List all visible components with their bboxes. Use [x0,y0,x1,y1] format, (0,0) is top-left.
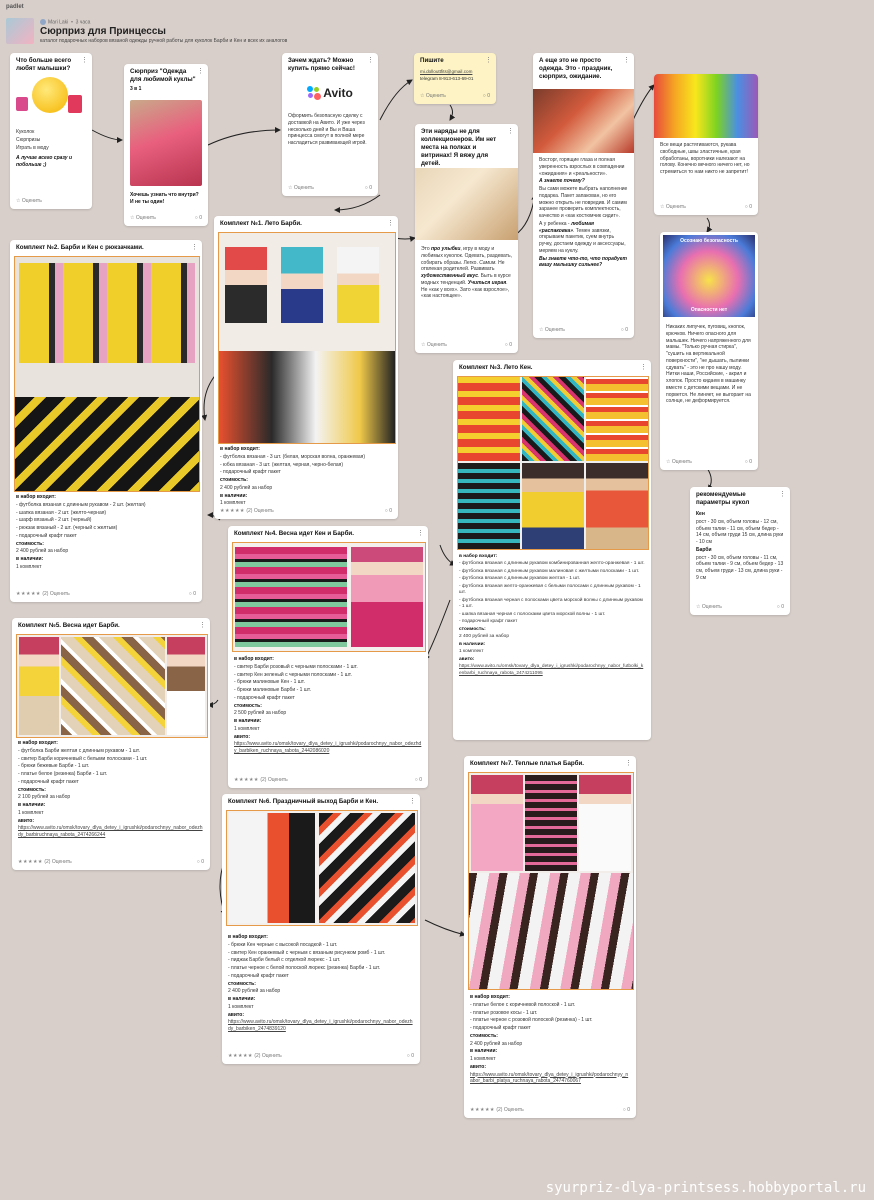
card-for-children[interactable] [415,124,518,353]
card-menu-icon[interactable]: ⋮ [409,798,416,805]
rate-label: Оценить [21,198,42,204]
painted-hands-photo [654,74,758,138]
rate-button[interactable]: ☆ Оценить [696,604,722,610]
rate-button[interactable]: ☆ Оценить [666,459,692,465]
set-photo[interactable] [218,232,396,444]
avito-label: авито: [234,733,251,740]
rate-button[interactable]: ☆ Оценить [420,93,446,99]
card-title: Комплект №1. Лето Барби. [220,220,302,227]
comment-count[interactable]: ○ 0 [188,591,196,597]
page-title: Сюрприз для Принцессы [40,26,166,37]
post-time: 3 часа [75,19,91,26]
list-item: - брюки Кен черные с высокой посадкой - 1 шт. [228,941,338,948]
comment-count[interactable]: ○ 0 [620,327,628,333]
avito-label: авито: [470,1063,487,1070]
avito-link[interactable]: https://www.avito.ru/omsk/tovary_dlya_detey_i_igrushki/podarochnyy_nabor_odezhdy_barbiken_2474839120 [228,1019,413,1032]
card-set-1[interactable] [214,216,398,519]
comment-number: 0 [749,204,752,210]
list-item: - брюки бежевые Барби - 1 шт. [18,763,90,770]
rate-label: Оценить [49,591,70,597]
avito-label: авито: [459,656,475,662]
set-photo[interactable] [468,772,634,990]
phone-text: telegram 8-913-613-69-01 [420,76,474,82]
paragraph: Восторг, горящие глаза и полная уверенность взрослых в совпадении «ожидания» и «реальности». [539,157,625,177]
card-text: Оформить безопасную сделку с доставкой на Авито. И уже через несколько дней и Вы и Ваша принцесса смогут в полной мере насладиться развивающей игрой. [288,113,367,147]
dolls-photo [229,813,315,923]
card-menu-icon[interactable]: ⋮ [191,244,198,251]
rating-stars[interactable]: ★★★★★ (2) Оценить [220,508,274,514]
comment-number: 0 [625,327,628,333]
card-menu-icon[interactable]: ⋮ [623,57,630,64]
avito-link[interactable]: https://www.avito.ru/omsk/tovary_dlya_detey_i_igrushki/podarochnyy_nabor_odezhdy_barbiruchnaya_rabota_2474266244 [18,825,203,838]
comment-number: 0 [627,1107,630,1113]
comment-count[interactable]: ○ 0 [414,777,422,783]
doll-params: рост - 30 см, объем головы - 11 см, объем талии - 9 см, объем бедер - 13 см, объем груди - 13 см, длина руки - 9 см [696,554,784,581]
text-emphasis: про улыбки [431,246,461,252]
list-item: - футболка вязаная с длинным рукавом - 2 шт. (желтая) [16,501,146,508]
card-set-6[interactable] [222,794,420,1064]
text-emphasis: Учиться играя [467,279,507,286]
price-value: 2 400 рублей за набор [459,634,510,640]
card-menu-icon[interactable]: ⋮ [387,220,394,227]
rate-button[interactable]: ☆ Оценить [660,204,686,210]
paragraph-emphasis: А знаете почему? [539,178,585,185]
list-item: - платье черное с розовой полоской (резинка) - 1 шт. [470,1017,593,1024]
text-fragment: . Не «как у всех». Зато «как взрослое», «как настоящее». [421,279,510,300]
list-item: - футболка вязаная с длинным рукавом малиновая с желтыми полосками - 1 шт. [459,568,640,574]
reviews-count: (2) [254,1053,261,1059]
card-text: Никаких липучек, пуговиц, кнопок, крючков. Ничего опасного для малышек. Ничего напряженного для мамы. "Только ручная стирка", "сушить на вертикальной поверхности", "не дышать, пылинки сдувать" - это не про нашу моду. Нитки наши, Российские, - акрил и хлопок. Просто кидаем в машинку вместе с детскими вещами. И не порвется. Не линяет, не выгорает на солнце, не деформируется. [666,324,751,405]
price-label: стоимость: [470,1032,498,1039]
list-item: Сюрпризы [16,136,41,143]
set-photo[interactable] [14,256,200,492]
list-item: Играть в моду [16,144,49,151]
avito-link[interactable]: https://www.avito.ru/omsk/tovary_dlya_detey_i_igrushki/podarochnyy_nabor_futbolki_kenbarbi_ruchnaya_rabota_2474211095 [459,664,644,676]
doll-photo [579,775,631,871]
list-item: - подарочный крафт пакет [228,972,289,979]
reviews-count: (2) [44,859,51,865]
clothes-photo [61,637,165,735]
rate-button[interactable]: ☆ Оценить [130,215,156,221]
set-contents-label: в набор входит: [18,740,58,746]
comment-count[interactable]: ○ 0 [384,508,392,514]
rate-label: Оценить [261,1053,282,1059]
card-avito-buy[interactable] [282,53,378,196]
rate-button[interactable]: ☆ Оценить [16,198,42,204]
price-label: стоимость: [16,540,44,547]
clothes-photo [219,351,395,443]
girl-with-doll-photo [415,168,518,240]
author-avatar[interactable] [40,19,46,25]
availability-label: в наличии: [16,556,44,562]
card-surprise-gift[interactable] [124,64,208,226]
rate-label: Оценить [51,859,72,865]
paragraph: Вы сами можете выбрать наполнение подарка. Пакет запакован, но его можно открыть не повредив. И самим заранее проверить комплектность, качество и «как костюмчик сидит». [539,186,628,219]
card-title: А еще это не просто одежда. Это - праздник, сюрприз, ожидание. [539,57,613,81]
set-contents-label: в набор входит: [234,656,274,662]
avito-wordmark: Avito [323,86,353,101]
comment-count[interactable]: ○ 0 [744,459,752,465]
avito-link[interactable]: https://www.avito.ru/omsk/tovary_dlya_detey_i_igrushki/podarochnyy_nabor_barbi_platya_ruchnaya_rabota_2474760067 [470,1071,629,1085]
rate-button[interactable]: ☆ Оценить [288,185,314,191]
list-item: - футболка вязаная с длинным рукавом комбинированная желто-оранжевая - 1 шт. [459,561,645,567]
set-contents-label: в набор входит: [459,554,498,559]
comment-number: 0 [781,604,784,610]
price-value: 2 400 рублей за набор [470,1040,523,1047]
list-item: - брюки малиновые Кен - 1 шт. [234,679,305,686]
card-menu-icon[interactable]: ⋮ [485,57,492,64]
rating-stars[interactable]: ★★★★★ (2) Оценить [470,1107,524,1113]
ken-doll-photo [522,463,584,549]
sweaters-photo [522,377,584,461]
rate-label: Оценить [293,185,314,191]
price-label: стоимость: [18,786,46,793]
avito-label: авито: [228,1011,245,1018]
card-subtitle: 3 в 1 [130,86,142,93]
comment-count[interactable]: ○ 0 [406,1053,414,1059]
clothes-photo [15,397,199,491]
card-title: Комплект №3. Лето Кен. [459,364,533,371]
card-title: Комплект №5. Весна идет Барби. [18,622,120,629]
gift-bag-icon [68,95,82,113]
list-item: - футболка Барби желтая с длинным рукавом - 1 шт. [18,747,141,754]
reviews-count: (2) [496,1107,503,1113]
doll-photo [337,247,379,323]
smiley-face-icon [32,77,68,113]
comment-number: 0 [389,508,392,514]
card-safety[interactable] [660,232,758,470]
card-menu-icon[interactable]: ⋮ [81,57,88,64]
comment-count[interactable]: ○ 0 [482,93,490,99]
set-photo[interactable] [232,542,426,652]
card-menu-icon[interactable]: ⋮ [779,491,786,498]
card-doll-parameters[interactable] [690,487,790,615]
card-title: рекомендуемые параметры кукол [696,491,750,507]
comment-number: 0 [411,1053,414,1059]
author-name[interactable]: Mari Laki [48,19,69,26]
reviews-count: (2) [260,777,267,783]
rate-label: Оценить [135,215,156,221]
clothes-photo [235,547,347,647]
text-fragment: . Темен завязки, открываем пакетик, суем внутрь ручку, достаем одежду и аксессуары, меряем на куклу. [539,227,626,254]
text-fragment: Не отвлекая родителей. Развивать [421,259,505,273]
list-item: - подарочный крафт пакет [16,532,77,539]
card-title: Что больше всего любят малышки? [16,57,72,73]
list-item: - футболка вязаная с длинным рукавом желтая - 1 шт. [459,576,581,582]
list-item: - рюкзак вязаный - 2 шт. (черный с желтым) [16,525,118,531]
card-title: Комплект №4. Весна идет Кен и Барби. [234,530,354,537]
avito-dots-icon [307,86,321,100]
list-item: - футболка вязаная черная с полосками цвета морской волны с длинным рукавом - 1 шт. [459,597,643,610]
availability-label: в наличии: [220,492,248,499]
sweater-photo [586,377,648,461]
comment-number: 0 [193,591,196,597]
rate-label: Оценить [426,342,447,348]
padlet-logo[interactable]: padlet [6,4,24,10]
card-title: Комплект №7. Теплые платья Барби. [470,760,585,767]
availability-value: 1 комплект [16,563,42,570]
rate-button[interactable]: ☆ Оценить [421,342,447,348]
availability-value: 1 комплект [228,1003,254,1010]
card-menu-icon[interactable]: ⋮ [197,68,204,75]
list-item: - подарочный крафт пакет [459,619,518,625]
rating-stars[interactable]: ★★★★★ (2) Оценить [234,777,288,783]
card-menu-icon[interactable]: ⋮ [507,128,514,135]
set-contents-label: в набор входит: [470,994,510,1000]
doll-params: рост - 30 см, объем головы - 12 см, объем талии - 11 см, объем бедер - 14 см, объем груди 15 см, длина руки - 10 см [696,518,784,546]
availability-label: в наличии: [234,718,262,724]
board-header [6,18,866,46]
reviews-count: (2) [246,508,253,514]
reviews-count: (2) [42,591,49,597]
comment-count[interactable]: ○ 0 [364,185,372,191]
price-label: стоимость: [220,477,248,483]
smiley-image [10,75,92,127]
ken-doll-photo [586,463,648,549]
list-item: - подарочный крафт пакет [220,469,281,476]
doll-photo [225,247,267,323]
comment-count[interactable]: ○ 0 [194,215,202,221]
card-set-5[interactable] [12,618,210,870]
rating-stars[interactable]: ★★★★★ (2) Оценить [16,591,70,597]
list-item: - шапка вязаная - 2 шт. (желто-черная) [16,509,107,516]
availability-label: в наличии: [228,996,256,1002]
comment-number: 0 [487,93,490,99]
dresses-photo [469,873,633,989]
list-item: - шапка вязаная черная с полосками цвета морской волны - 1 шт. [459,611,606,617]
text-emphasis: Самим. [479,259,497,266]
sweater-photo [458,377,520,461]
meme-caption-bottom: Опасности нет [690,307,728,314]
safety-meme-image [663,235,755,317]
set-photo[interactable] [226,810,418,926]
comment-count[interactable]: ○ 0 [622,1107,630,1113]
availability-value: 1 комплект [220,500,246,507]
rating-stars[interactable]: ★★★★★ (2) Оценить [228,1053,282,1059]
list-item: - подарочный крафт пакет [470,1025,531,1031]
text-fragment: , игру в моду и любимых куколок. Одевать, раздевать, собирать образы. Легко. [421,246,512,266]
card-emphasis: А лучше всего сразу и побольше ;) [16,155,73,169]
price-label: стоимость: [234,702,262,709]
avito-logo [282,75,378,111]
availability-value: 1 комплект [459,649,484,655]
rate-label: Оценить [665,204,686,210]
list-item: - подарочный крафт пакет [234,694,295,701]
email-link[interactable]: mi.dollouttfits@gmail.com [420,69,473,75]
list-item: - футболка вязаная желто-оранжевая с белыми полосами с длинным рукавом - 1 шт. [459,583,641,596]
list-item: - свитер Барби коричневый с белыми полосками - 1 шт. [18,755,148,762]
set-photo[interactable] [457,376,649,550]
text-fragment: Это [421,246,430,252]
text-fragment: . Быть в курсе модных тенденций. [421,273,511,286]
meme-caption-top: Осознаю безопасность [680,238,738,244]
card-title: Зачем ждать? Можно купить прямо сейчас! [288,57,355,73]
card-menu-icon[interactable]: ⋮ [640,364,647,371]
text-emphasis: художественный вкус [421,273,478,279]
price-value: 2 400 рублей за набор [228,988,281,995]
list-item: - платье белое (резинка) Барби - 1 шт. [18,771,108,777]
rate-label: Оценить [701,604,722,610]
list-item: - пиджак Барби белый с отделкой люрекс - 1 шт. [228,957,341,964]
doll-photo [167,637,205,735]
card-title: Комплект №6. Праздничный выход Барби и Кен. [228,798,379,805]
doll-photo [471,775,523,871]
card-text: Все вещи растягиваются, рукава свободные, швы эластичные, края обработаны, воротники налезают на голову. Конечно вечного ничего нет, но стремиться то нам никто не запретит! [660,142,750,175]
doll-photo [525,775,577,871]
set-contents-label: в набор входит: [220,446,260,452]
card-what-girls-love[interactable] [10,53,92,209]
doll-photo [281,247,323,323]
paragraph-emphasis: Вы знаете что-то, что порадует вашу малышку сильнее? [539,255,627,269]
price-value: 2 400 рублей за набор [220,484,273,491]
list-item: - платье розовое косы - 1 шт. [470,1009,538,1016]
price-label: стоимость: [228,980,256,987]
board-description: каталог подарочных наборов вязаной одежды ручной работы для куколок Барби и Кен и всех их аналогов [40,38,288,44]
price-label: стоимость: [459,626,486,632]
price-value: 2 500 рублей за набор [234,710,287,717]
list-item: Куколок [16,129,35,136]
rate-label: Оценить [503,1107,524,1113]
card-title: Сюрприз "Одежда для любимой куклы" [130,68,196,84]
card-holiday-surprise[interactable] [533,53,634,338]
list-item: - свитер Барби розовый с черными полосками - 1 шт. [234,663,358,670]
list-item: - брюки малиновые Барби - 1 шт. [234,687,311,693]
text-fragment: А у ребенка - [539,220,570,227]
board-meta: Mari Laki • 3 часа [40,19,90,25]
ken-doll-photo [458,463,520,549]
comment-number: 0 [201,859,204,865]
availability-value: 1 комплект [470,1056,496,1062]
list-item: - свитер Кен зеленый с черными полосками - 1 шт. [234,671,352,678]
comment-number: 0 [509,342,512,348]
card-set-4[interactable] [228,526,428,788]
avito-link[interactable]: https://www.avito.ru/omsk/tovary_dlya_detey_i_igrushki/podarochnyy_nabor_odezhdy_barbiken_ruchnaya_rabota_2442086020 [234,741,422,754]
site-watermark: syurpriz-dlya-printsess.hobbyportal.ru [545,1180,866,1196]
rate-label: Оценить [425,93,446,99]
list-item: - платье черное с белой полоской люрекс (резинка) Барби - 1 шт. [228,965,381,971]
rate-label: Оценить [671,459,692,465]
set-contents-label: в набор входит: [16,494,56,500]
card-set-3[interactable] [453,360,651,740]
rating-stars[interactable]: ★★★★★ (2) Оценить [18,859,72,865]
card-title: Эти наряды не для коллекционеров. Им нет места на полках и витринах! Я вяжу для детей. [421,128,497,168]
comment-count[interactable]: ○ 0 [196,859,204,865]
card-contacts[interactable] [414,53,496,104]
card-menu-icon[interactable]: ⋮ [417,530,424,537]
card-emphasis: Хочешь узнать что внутри? И не ты один! [130,192,199,205]
doll-photo [19,637,59,735]
clothes-photo [319,813,415,923]
list-item: - шарф вязаный - 2 шт. (черный) [16,517,92,524]
set-photo[interactable] [16,634,208,738]
set-contents-label: в набор входит: [228,934,268,940]
rate-label: Оценить [544,327,565,333]
rate-button[interactable]: ☆ Оценить [539,327,565,333]
card-stretchy[interactable] [654,74,758,215]
list-item: - свитер Кен оранжевый с черным с вязаным рисунком ромб - 1 шт. [228,949,386,956]
card-menu-icon[interactable]: ⋮ [367,57,374,64]
christmas-gift-photo [533,89,634,153]
price-value: 2 100 рублей за набор [18,794,71,801]
comment-number: 0 [199,215,202,221]
availability-label: в наличии: [459,641,486,647]
doll-name: Барби [696,546,712,553]
avito-label: авито: [18,817,35,824]
dolls-photo [351,547,423,647]
availability-label: в наличии: [470,1048,498,1055]
list-item: - юбка вязаная - 3 шт. (желтая, черная, черно-белая) [220,461,344,468]
shopping-bag-icon [16,97,28,111]
comment-count[interactable]: ○ 0 [504,342,512,348]
list-item: - платье белое с коричневой полоской - 1 шт. [470,1001,576,1008]
comment-number: 0 [419,777,422,783]
dolls-photo [19,263,195,363]
card-menu-icon[interactable]: ⋮ [625,760,632,767]
comment-count[interactable]: ○ 0 [744,204,752,210]
gift-package-photo [130,100,202,186]
text-emphasis: любимая «распаковка» [539,220,594,234]
rate-label: Оценить [253,508,274,514]
card-title: Комплект №2. Барби и Кен с рюкзачками. [16,244,144,251]
list-item: - футболка вязаная - 3 шт. (белая, морская волна, оранжевая) [220,453,366,460]
comment-number: 0 [369,185,372,191]
doll-name: Кен [696,511,705,518]
list-item: - подарочный крафт пакет [18,778,79,785]
board-cover-image [6,18,34,44]
availability-value: 1 комплект [18,809,44,816]
rate-label: Оценить [267,777,288,783]
comment-number: 0 [749,459,752,465]
price-value: 2 400 рублей за набор [16,548,69,555]
card-menu-icon[interactable]: ⋮ [199,622,206,629]
availability-value: 1 комплект [234,725,260,732]
card-set-7[interactable] [464,756,636,1118]
comment-count[interactable]: ○ 0 [776,604,784,610]
card-title: Пишите [420,57,444,64]
top-bar [0,0,874,16]
card-set-2[interactable] [10,240,202,602]
availability-label: в наличии: [18,802,46,808]
